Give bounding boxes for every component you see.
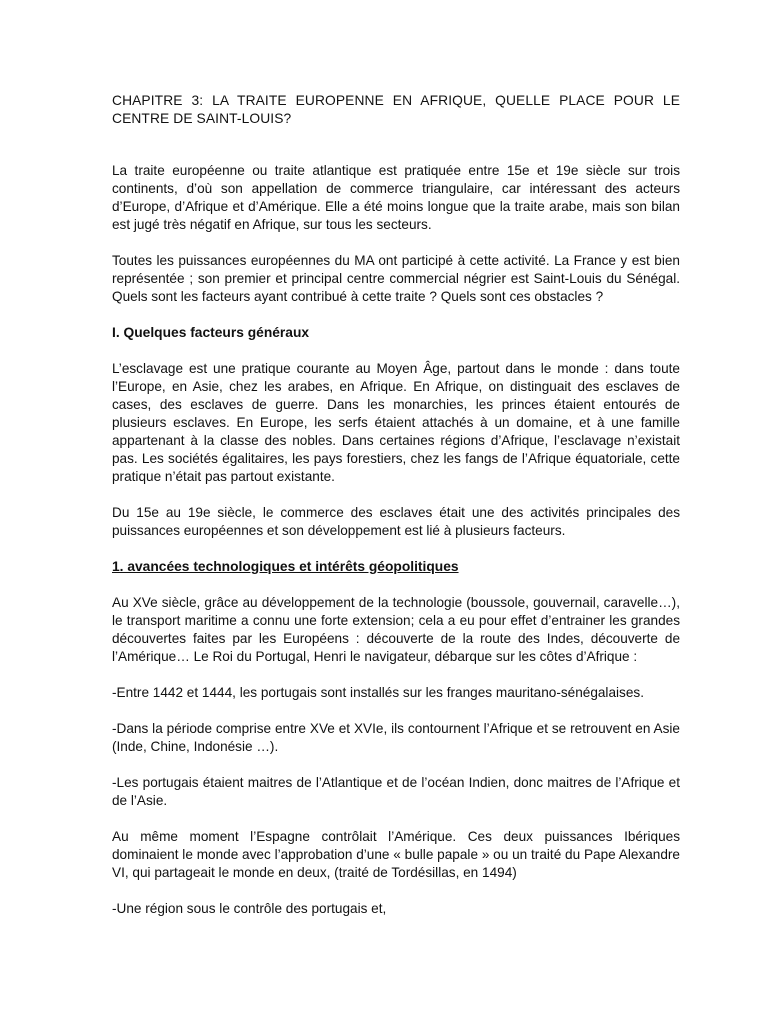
spacer	[112, 540, 680, 558]
section-1-paragraph-2: Du 15e au 19e siècle, le commerce des esclaves était une des activités principales des puissances européennes et son développement est lié à plusieurs facteurs.	[112, 505, 680, 538]
spacer	[112, 306, 680, 324]
subsection-1-paragraph-1: Au XVe siècle, grâce au développement de la technologie (boussole, gouvernail, caravelle…), le transport maritime a connu une forte extension; cela a eu pour effet d’entrainer les grandes découvertes faites par les Européens : découverte de la route des Indes, découverte de l’Amérique… Le Roi du Portugal, Henri le navigateur, débarque sur les côtes d’Afrique :	[112, 595, 680, 664]
section-1-heading: I. Quelques facteurs généraux	[112, 325, 310, 340]
section-1-paragraph-1: L’esclavage est une pratique courante au Moyen Âge, partout dans le monde : dans toute l’Europe, en Asie, chez les arabes, en Afrique. En Afrique, on distinguait des esclaves de cases, des esclaves de guerre. Dans les monarchies, les princes étaient entourés de plusieurs esclaves. En Europe, les serfs étaient attachés à un domaine, et à une famille appartenant à la classe des nobles. Dans certaines régions d’Afrique, l’esclavage n’existait pas. Les sociétés égalitaires, les pays forestiers, chez les fangs de l’Afrique équatoriale, cette pratique n’était pas partout existante.	[112, 361, 680, 484]
spacer	[112, 486, 680, 504]
intro-paragraph-1: La traite européenne ou traite atlantique est pratiquée entre 15e et 19e siècle sur trois continents, d’où son appellation de commerce triangulaire, car intéressant des acteurs d’Europe, d’Afrique et d’Amérique. Elle a été moins longue que la traite arabe, mais son bilan est jugé très négatif en Afrique, sur tous les secteurs.	[112, 163, 680, 232]
list-item-2: -Dans la période comprise entre XVe et XVIe, ils contournent l’Afrique et se retrouvent en Asie (Inde, Chine, Indonésie …).	[112, 721, 680, 754]
spacer	[112, 342, 680, 360]
list-item-4: -Une région sous le contrôle des portugais et,	[112, 901, 387, 916]
list-item-1: -Entre 1442 et 1444, les portugais sont installés sur les franges mauritano-sénégalaises.	[112, 685, 644, 700]
spacer	[112, 882, 680, 900]
page-title: CHAPITRE 3: LA TRAITE EUROPENNE EN AFRIQUE, QUELLE PLACE POUR LE CENTRE DE SAINT-LOUIS?	[112, 93, 680, 126]
spacer	[112, 576, 680, 594]
spacer	[112, 666, 680, 684]
spacer	[112, 234, 680, 252]
spacer	[112, 810, 680, 828]
spacer	[112, 702, 680, 720]
subsection-1-heading: 1. avancées technologiques et intérêts géopolitiques	[112, 559, 459, 574]
spacer	[112, 756, 680, 774]
subsection-1-paragraph-2: Au même moment l’Espagne contrôlait l’Amérique. Ces deux puissances Ibériques dominaient le monde avec l’approbation d’une « bulle papale » ou un traité du Pape Alexandre VI, qui partageait le monde en deux, (traité de Tordésillas, en 1494)	[112, 829, 680, 880]
list-item-3: -Les portugais étaient maitres de l’Atlantique et de l’océan Indien, donc maitres de l’Afrique et de l’Asie.	[112, 775, 680, 808]
document-page	[112, 92, 680, 918]
spacer	[112, 128, 680, 162]
intro-paragraph-2: Toutes les puissances européennes du MA ont participé à cette activité. La France y est bien représentée ; son premier et principal centre commercial négrier est Saint-Louis du Sénégal. Quels sont les facteurs ayant contribué à cette traite ? Quels sont ces obstacles ?	[112, 253, 680, 304]
